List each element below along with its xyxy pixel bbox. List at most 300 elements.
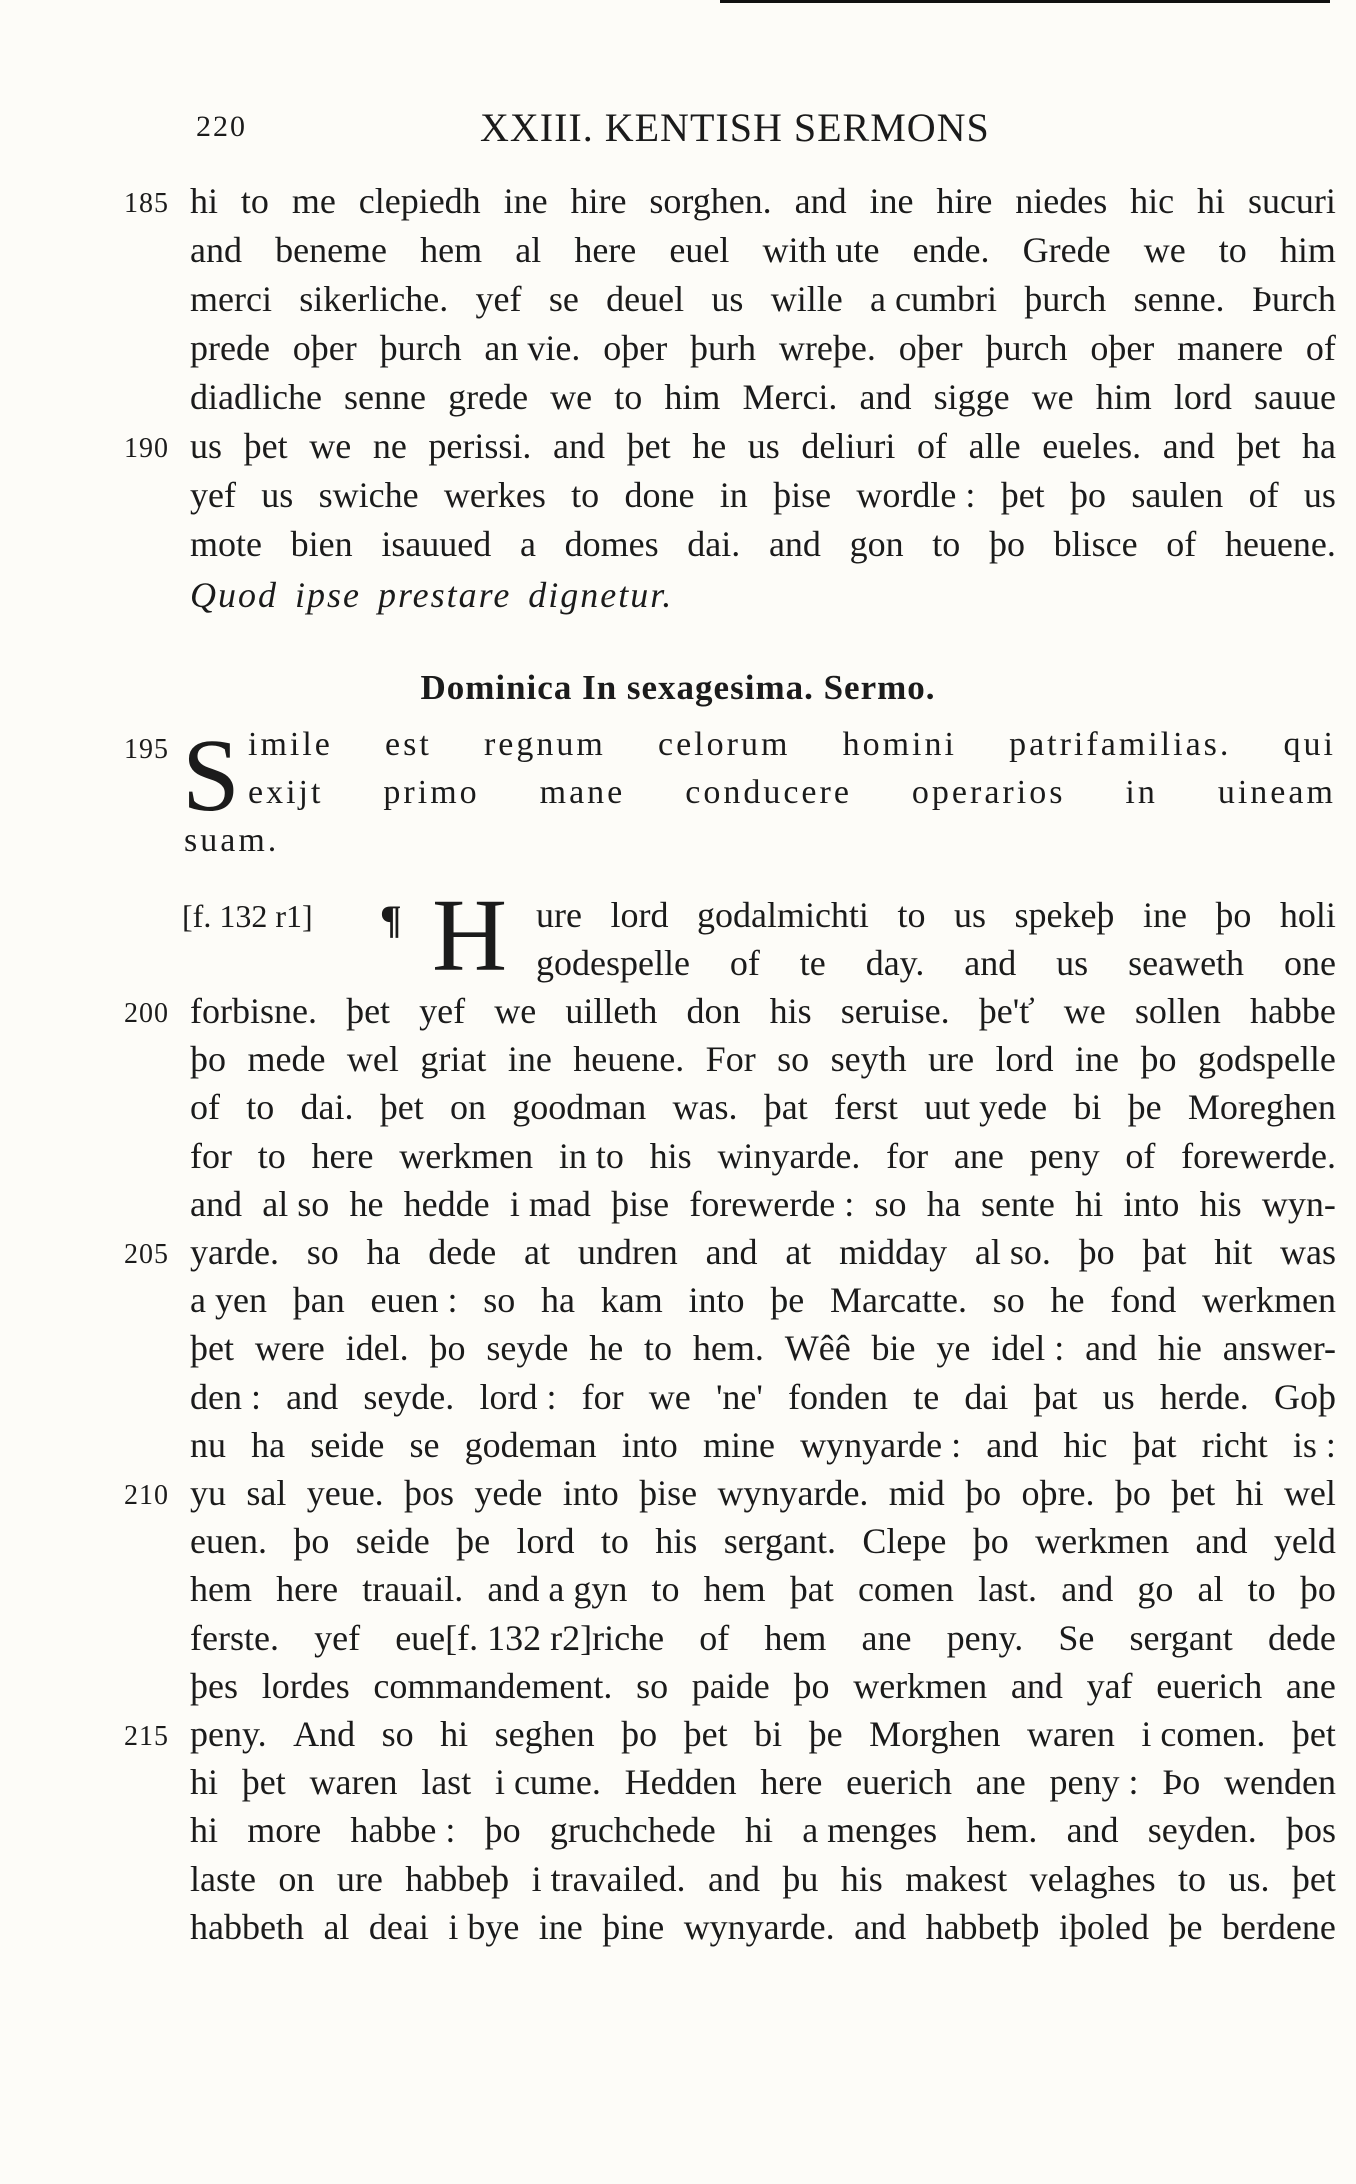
word: patrifamilias. bbox=[1009, 726, 1232, 763]
word: þet bbox=[346, 991, 391, 1031]
word: hi bbox=[1197, 181, 1226, 221]
word: se bbox=[548, 279, 579, 319]
word: paide bbox=[691, 1665, 770, 1706]
word: holi bbox=[1279, 895, 1336, 935]
line-text bbox=[190, 990, 1336, 1032]
word: ferst bbox=[833, 1087, 898, 1128]
word: alle bbox=[968, 426, 1021, 466]
word: he bbox=[589, 1328, 624, 1369]
word: þe bbox=[770, 1280, 805, 1321]
word: gon bbox=[849, 524, 904, 564]
line-text bbox=[190, 180, 1336, 222]
word: of bbox=[1125, 1135, 1156, 1176]
line-number: 205 bbox=[124, 1239, 169, 1270]
word: herde. bbox=[1159, 1376, 1249, 1417]
word: bie bbox=[871, 1328, 916, 1369]
word: to bbox=[257, 1135, 286, 1176]
word: wyn- bbox=[1261, 1183, 1336, 1224]
line-text bbox=[536, 942, 1336, 984]
word: berdene bbox=[1221, 1906, 1336, 1947]
word: ende. bbox=[912, 230, 990, 270]
word: þo bbox=[1070, 475, 1106, 515]
text-line bbox=[0, 1906, 1356, 1954]
text-line bbox=[0, 894, 1356, 942]
word: yef bbox=[475, 279, 522, 319]
text-line bbox=[0, 990, 1356, 1038]
word: þet bbox=[190, 1328, 234, 1369]
word: wenden bbox=[1224, 1762, 1336, 1803]
word: a bbox=[519, 524, 536, 564]
word: hi bbox=[190, 1810, 219, 1851]
word: þo bbox=[972, 1521, 1009, 1562]
word: Morghen bbox=[869, 1714, 1001, 1754]
word: yeue. bbox=[306, 1473, 384, 1513]
running-title: XXIII. KENTISH SERMONS bbox=[480, 105, 990, 150]
word: velaghes bbox=[1029, 1858, 1156, 1899]
word: þo bbox=[1114, 1473, 1151, 1513]
text-line bbox=[0, 1183, 1356, 1231]
word: for bbox=[886, 1135, 929, 1176]
word: sente bbox=[980, 1183, 1055, 1224]
word: mine bbox=[702, 1424, 775, 1465]
word: þurch bbox=[1024, 279, 1107, 319]
word: at bbox=[524, 1232, 551, 1272]
word: habbeth bbox=[190, 1906, 304, 1947]
page-number: 220 bbox=[196, 110, 247, 143]
word: ine bbox=[1142, 895, 1187, 935]
word: were bbox=[254, 1328, 325, 1369]
word: go bbox=[1137, 1569, 1174, 1610]
word: and bbox=[1195, 1521, 1248, 1562]
word: i mad bbox=[509, 1183, 591, 1224]
word: spekeþ bbox=[1014, 895, 1115, 935]
word: habbetþ bbox=[925, 1906, 1040, 1947]
word: yu bbox=[190, 1473, 226, 1513]
text-line bbox=[0, 376, 1356, 424]
word: fonden bbox=[788, 1376, 889, 1417]
word: us. bbox=[1228, 1858, 1270, 1899]
line-text bbox=[248, 774, 1336, 812]
word: him bbox=[1095, 377, 1152, 417]
word: eue[f. 132 r2]riche bbox=[395, 1617, 665, 1658]
word: griat bbox=[420, 1039, 487, 1080]
word: saulen bbox=[1131, 475, 1224, 515]
word: godeman bbox=[464, 1424, 597, 1465]
word: yef bbox=[190, 475, 236, 515]
word: celorum bbox=[658, 726, 791, 763]
word: i travailed. bbox=[531, 1858, 686, 1899]
word: blisce bbox=[1053, 524, 1138, 564]
word: werkmen bbox=[1035, 1521, 1170, 1562]
word: mid bbox=[888, 1473, 945, 1513]
word: euel bbox=[669, 230, 730, 270]
word: habbeþ bbox=[405, 1858, 510, 1899]
word: wel bbox=[346, 1039, 399, 1080]
word: regnum bbox=[483, 726, 606, 763]
word: perissi. bbox=[428, 426, 532, 466]
word: at bbox=[785, 1232, 812, 1272]
word: bi bbox=[1073, 1087, 1102, 1128]
word: forewerde : bbox=[689, 1183, 855, 1224]
word: te bbox=[799, 943, 826, 983]
word: primo bbox=[383, 774, 480, 811]
word: mede bbox=[247, 1039, 326, 1080]
word: an vie. bbox=[484, 328, 581, 368]
text-line bbox=[0, 1809, 1356, 1857]
word: and bbox=[190, 230, 242, 270]
word: kam bbox=[600, 1280, 663, 1321]
word: and bbox=[707, 1858, 760, 1899]
word: lord bbox=[1173, 377, 1232, 417]
word: werkmen bbox=[1202, 1280, 1336, 1321]
word: ine bbox=[538, 1906, 583, 1947]
word: done bbox=[624, 475, 695, 515]
text-line bbox=[0, 180, 1356, 228]
word: he bbox=[692, 426, 727, 466]
word: seruise. bbox=[840, 991, 950, 1031]
word: on bbox=[278, 1858, 315, 1899]
word: niedes bbox=[1015, 181, 1108, 221]
drop-capital-h: H bbox=[432, 878, 508, 993]
line-text bbox=[190, 376, 1336, 418]
word: ane bbox=[1285, 1665, 1336, 1706]
word: so bbox=[777, 1039, 810, 1080]
text-line bbox=[0, 1665, 1356, 1713]
line-text bbox=[190, 1327, 1336, 1369]
word: þo bbox=[621, 1714, 658, 1754]
word: he bbox=[349, 1183, 384, 1224]
word: diadliche bbox=[190, 377, 322, 417]
word: and bbox=[705, 1232, 758, 1272]
word: ferste. bbox=[190, 1617, 279, 1658]
word: te bbox=[913, 1376, 940, 1417]
word: þo bbox=[988, 524, 1025, 564]
word: to bbox=[600, 1521, 629, 1562]
word: oþre. bbox=[1021, 1473, 1095, 1513]
word: us bbox=[1303, 475, 1336, 515]
word: hic bbox=[1063, 1424, 1108, 1465]
word: dai bbox=[964, 1376, 1009, 1417]
word: me bbox=[291, 181, 336, 221]
word: into bbox=[688, 1280, 745, 1321]
word: us bbox=[190, 426, 223, 466]
word: þo bbox=[1215, 895, 1252, 935]
word: of bbox=[190, 1087, 220, 1128]
line-text bbox=[190, 1761, 1336, 1803]
word: waren bbox=[1026, 1714, 1115, 1754]
word: heuene. bbox=[1224, 524, 1336, 564]
line-text bbox=[190, 1424, 1336, 1466]
word: hi bbox=[190, 1762, 219, 1803]
word: uut yede bbox=[924, 1087, 1048, 1128]
line-text bbox=[190, 425, 1336, 467]
line-text bbox=[190, 1279, 1336, 1321]
word: þo bbox=[965, 1473, 1002, 1513]
word: for bbox=[581, 1376, 624, 1417]
word: to bbox=[897, 895, 926, 935]
word: and bbox=[553, 426, 605, 466]
line-text bbox=[190, 1183, 1336, 1225]
word: Goþ bbox=[1273, 1376, 1336, 1417]
word: werkmen bbox=[853, 1665, 988, 1706]
word: þurch bbox=[379, 328, 462, 368]
word: þe bbox=[808, 1714, 843, 1754]
word: hi bbox=[190, 181, 219, 221]
word: hi bbox=[1235, 1473, 1264, 1513]
text-line bbox=[0, 1231, 1356, 1279]
word: werkes bbox=[443, 475, 546, 515]
word: day. bbox=[865, 943, 925, 983]
word: laste bbox=[190, 1858, 256, 1899]
word: euerich bbox=[846, 1762, 953, 1803]
word: here bbox=[276, 1569, 339, 1610]
word: and bbox=[1162, 426, 1215, 466]
word: 'ne' bbox=[715, 1376, 763, 1417]
word: þet bbox=[379, 1087, 424, 1128]
word: peny : bbox=[1049, 1762, 1139, 1803]
line-text bbox=[190, 278, 1336, 320]
word: ine bbox=[1075, 1039, 1119, 1080]
word: his bbox=[840, 1858, 883, 1899]
word: al bbox=[1197, 1569, 1224, 1610]
word: gruchchede bbox=[549, 1810, 716, 1851]
word: þat bbox=[1132, 1424, 1177, 1465]
word: and bbox=[859, 377, 912, 417]
word: deliuri bbox=[801, 426, 896, 466]
word: ane bbox=[975, 1762, 1026, 1803]
word: sigge bbox=[933, 377, 1010, 417]
word: hire bbox=[570, 181, 627, 221]
line-text bbox=[190, 1665, 1336, 1707]
line-text bbox=[190, 1038, 1336, 1080]
word: last bbox=[421, 1762, 472, 1803]
word: yarde. bbox=[190, 1232, 279, 1272]
word: þet bbox=[1291, 1858, 1336, 1899]
text-line bbox=[0, 1086, 1356, 1134]
word: Clepe bbox=[862, 1521, 947, 1562]
word: seyde. bbox=[363, 1376, 455, 1417]
line-text bbox=[190, 474, 1336, 516]
word: deuel bbox=[606, 279, 685, 319]
word: of bbox=[699, 1617, 730, 1658]
word: commandement. bbox=[373, 1665, 613, 1706]
text-line bbox=[0, 1568, 1356, 1616]
line-text bbox=[190, 1713, 1336, 1755]
word: undren bbox=[577, 1232, 678, 1272]
line-text bbox=[190, 1231, 1336, 1273]
word: For bbox=[705, 1039, 756, 1080]
word: we bbox=[550, 377, 593, 417]
word: est bbox=[385, 726, 432, 763]
text-line bbox=[0, 1327, 1356, 1375]
word: þu bbox=[782, 1858, 819, 1899]
word: and bbox=[1085, 1328, 1138, 1369]
word: seyth bbox=[830, 1039, 907, 1080]
word: hie bbox=[1157, 1328, 1202, 1369]
word: ha bbox=[541, 1280, 575, 1321]
word: waren bbox=[309, 1762, 398, 1803]
word: to bbox=[644, 1328, 673, 1369]
line-text bbox=[536, 894, 1336, 936]
word: þe'ť bbox=[978, 991, 1035, 1031]
word: þe bbox=[456, 1521, 491, 1562]
word: hi bbox=[440, 1714, 469, 1754]
line-text bbox=[190, 1906, 1336, 1948]
text-line bbox=[0, 726, 1356, 774]
word: hi bbox=[1075, 1183, 1104, 1224]
word: is : bbox=[1292, 1424, 1336, 1465]
word: hi bbox=[744, 1810, 773, 1851]
word: hic bbox=[1130, 181, 1175, 221]
word: to bbox=[1247, 1569, 1276, 1610]
word: us bbox=[261, 475, 294, 515]
word: sikerliche. bbox=[299, 279, 449, 319]
word: habbe bbox=[1249, 991, 1336, 1031]
word: Moreghen bbox=[1187, 1087, 1336, 1128]
word: homini bbox=[842, 726, 957, 763]
text-line bbox=[0, 1424, 1356, 1472]
word: Wêê bbox=[784, 1328, 851, 1369]
word: mane bbox=[539, 774, 626, 811]
word: to bbox=[571, 475, 600, 515]
word: senne bbox=[344, 377, 427, 417]
word: peny. bbox=[946, 1617, 1024, 1658]
word: one bbox=[1283, 943, 1336, 983]
word: þo bbox=[429, 1328, 466, 1369]
word: merci bbox=[190, 279, 272, 319]
word: lord bbox=[995, 1039, 1054, 1080]
word: al so bbox=[262, 1183, 330, 1224]
word: in bbox=[1125, 774, 1158, 811]
word: prede bbox=[190, 328, 270, 368]
line-text bbox=[190, 523, 1336, 565]
word: we bbox=[309, 426, 352, 466]
word: a yen bbox=[190, 1280, 267, 1321]
closing-latin-line bbox=[0, 574, 1356, 622]
word: midday bbox=[839, 1232, 948, 1272]
word: yaf bbox=[1086, 1665, 1133, 1706]
word: hem. bbox=[966, 1810, 1038, 1851]
word: euen. bbox=[190, 1521, 267, 1562]
word: into bbox=[1123, 1183, 1180, 1224]
word: answer- bbox=[1222, 1328, 1336, 1369]
word: al bbox=[323, 1906, 350, 1947]
word: þet bbox=[241, 1762, 286, 1803]
word: Þo bbox=[1162, 1762, 1201, 1803]
word: ure bbox=[336, 1858, 383, 1899]
word: dai. bbox=[687, 524, 741, 564]
word: Þurch bbox=[1251, 279, 1336, 319]
word: þise bbox=[773, 475, 832, 515]
word: lord : bbox=[479, 1376, 557, 1417]
text-line bbox=[0, 229, 1356, 277]
word: sauue bbox=[1253, 377, 1336, 417]
word: here bbox=[760, 1762, 823, 1803]
word: us bbox=[953, 895, 986, 935]
word: þo bbox=[293, 1521, 330, 1562]
word: and bbox=[1061, 1569, 1114, 1610]
word: hem bbox=[190, 1569, 252, 1610]
word: al bbox=[515, 230, 542, 270]
word: yede bbox=[474, 1473, 543, 1513]
word: to bbox=[1218, 230, 1247, 270]
word: yeld bbox=[1273, 1521, 1336, 1562]
word: bi bbox=[754, 1714, 783, 1754]
word: iþoled bbox=[1059, 1906, 1149, 1947]
word: here bbox=[311, 1135, 374, 1176]
word: wille bbox=[770, 279, 843, 319]
word: seaweth bbox=[1128, 943, 1245, 983]
word: and a gyn bbox=[487, 1569, 628, 1610]
word: ure bbox=[928, 1039, 975, 1080]
word: more bbox=[247, 1810, 322, 1851]
line-number: 195 bbox=[124, 734, 169, 765]
line-number: 185 bbox=[124, 188, 169, 219]
word: goodman bbox=[512, 1087, 647, 1128]
word: to bbox=[1178, 1858, 1207, 1899]
word: we bbox=[1063, 991, 1106, 1031]
word: trauail. bbox=[362, 1569, 464, 1610]
word: swiche bbox=[318, 475, 419, 515]
word: seyden. bbox=[1147, 1810, 1257, 1851]
word: forewerde. bbox=[1181, 1135, 1336, 1176]
word: beneme bbox=[275, 230, 388, 270]
word: operarios bbox=[911, 774, 1066, 811]
word: uilleth bbox=[565, 991, 658, 1031]
word: hem bbox=[420, 230, 483, 270]
text-line bbox=[0, 1617, 1356, 1665]
word: exijt bbox=[248, 774, 324, 811]
word: þurch bbox=[985, 328, 1068, 368]
word: dede bbox=[1267, 1617, 1336, 1658]
word: a menges bbox=[802, 1810, 938, 1851]
word: þos bbox=[404, 1473, 455, 1513]
text-line bbox=[0, 425, 1356, 473]
word: us bbox=[747, 426, 780, 466]
text-line bbox=[0, 474, 1356, 522]
word: winyarde. bbox=[717, 1135, 861, 1176]
word: seghen bbox=[494, 1714, 595, 1754]
word: peny bbox=[1029, 1135, 1100, 1176]
word: him bbox=[664, 377, 721, 417]
word: idel. bbox=[345, 1328, 409, 1369]
folio-note: [f. 132 r1] bbox=[182, 898, 313, 934]
word: godspelle bbox=[1197, 1039, 1336, 1080]
word: hem bbox=[764, 1617, 827, 1658]
word: heuene. bbox=[573, 1039, 685, 1080]
text-line bbox=[0, 1713, 1356, 1761]
word: ye bbox=[936, 1328, 971, 1369]
word: euen : bbox=[370, 1280, 458, 1321]
word: werkmen bbox=[399, 1135, 534, 1176]
word: þo bbox=[1299, 1569, 1336, 1610]
word: so bbox=[483, 1280, 516, 1321]
word: ane bbox=[861, 1617, 912, 1658]
word: eueles. bbox=[1042, 426, 1142, 466]
word: idel : bbox=[991, 1328, 1065, 1369]
word: to bbox=[240, 181, 269, 221]
word: grede bbox=[448, 377, 529, 417]
word: hem. bbox=[692, 1328, 764, 1369]
word: makest bbox=[905, 1858, 1008, 1899]
word: sollen bbox=[1134, 991, 1221, 1031]
word: comen bbox=[857, 1569, 954, 1610]
word: þat bbox=[763, 1087, 808, 1128]
drop-capital-s: S bbox=[182, 718, 240, 833]
word: fond bbox=[1110, 1280, 1177, 1321]
word: manere bbox=[1177, 328, 1284, 368]
word: oþer bbox=[1090, 328, 1155, 368]
